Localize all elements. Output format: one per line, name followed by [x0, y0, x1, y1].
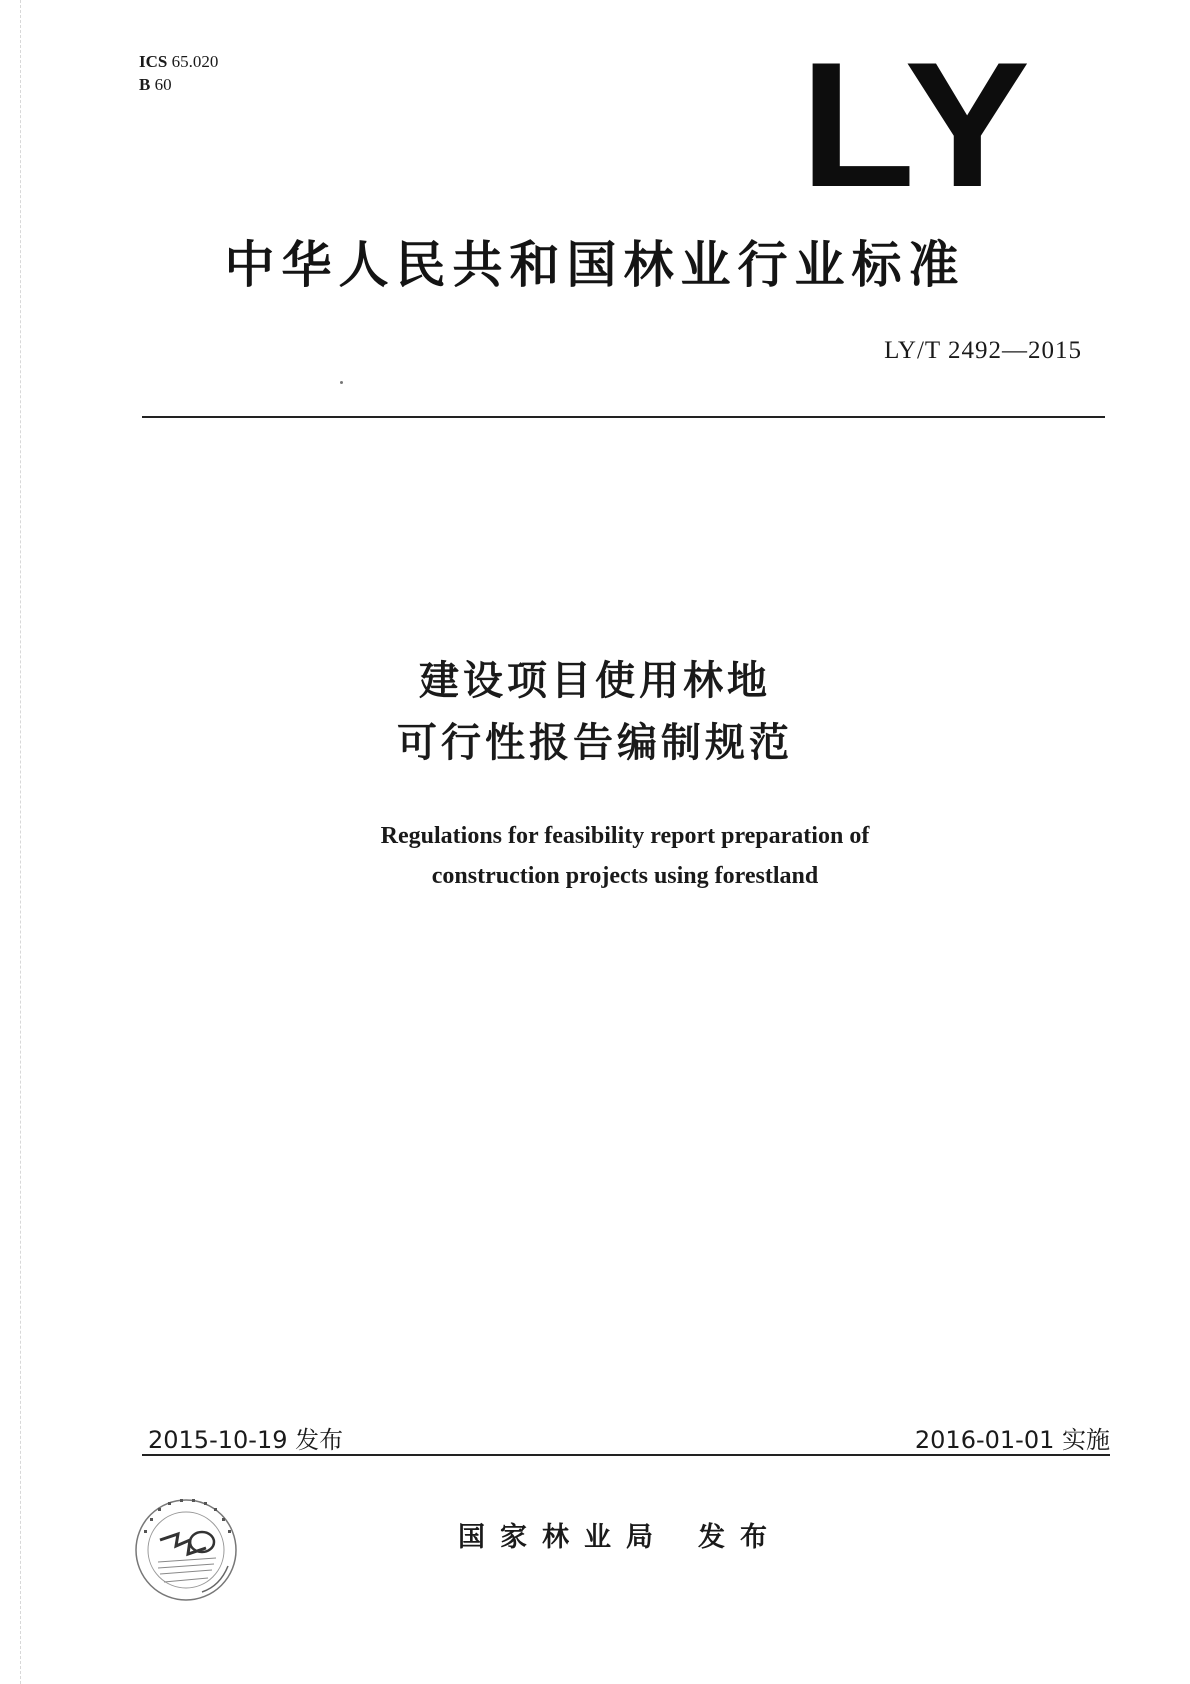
anti-counterfeit-seal-icon — [128, 1488, 248, 1608]
ics-label: ICS — [139, 52, 168, 71]
ly-logo: LY — [800, 25, 1037, 224]
classification-codes — [139, 50, 218, 96]
page-title: 中华人民共和国林业行业标准 — [224, 236, 966, 294]
document-title-en — [0, 816, 1190, 896]
document-title-cn — [0, 650, 1190, 774]
ics-line — [139, 50, 218, 73]
title-en-line-2: construction projects using forestland — [431, 863, 819, 889]
title-cn-line-1: 建设项目使用林地 — [419, 658, 771, 704]
ccs-line — [139, 73, 218, 96]
top-divider — [142, 416, 1105, 418]
publish-date: 2015-10-19 发布 — [148, 1426, 344, 1454]
ccs-label: B — [139, 75, 151, 94]
title-cn-line-2: 可行性报告编制规范 — [397, 720, 793, 766]
bottom-divider — [142, 1454, 1110, 1456]
title-en-line-1: Regulations for feasibility report preparation of — [380, 823, 870, 849]
publisher — [458, 1515, 782, 1554]
publisher-action: 发布 — [698, 1522, 782, 1553]
ccs-code: 60 — [154, 75, 172, 94]
standard-number: LY/T 2492—2015 — [884, 337, 1082, 364]
implement-date: 2016-01-01 实施 — [914, 1426, 1110, 1454]
ics-code: 65.020 — [171, 52, 219, 71]
scan-speck — [340, 381, 343, 384]
publisher-name: 国家林业局 — [458, 1522, 668, 1553]
